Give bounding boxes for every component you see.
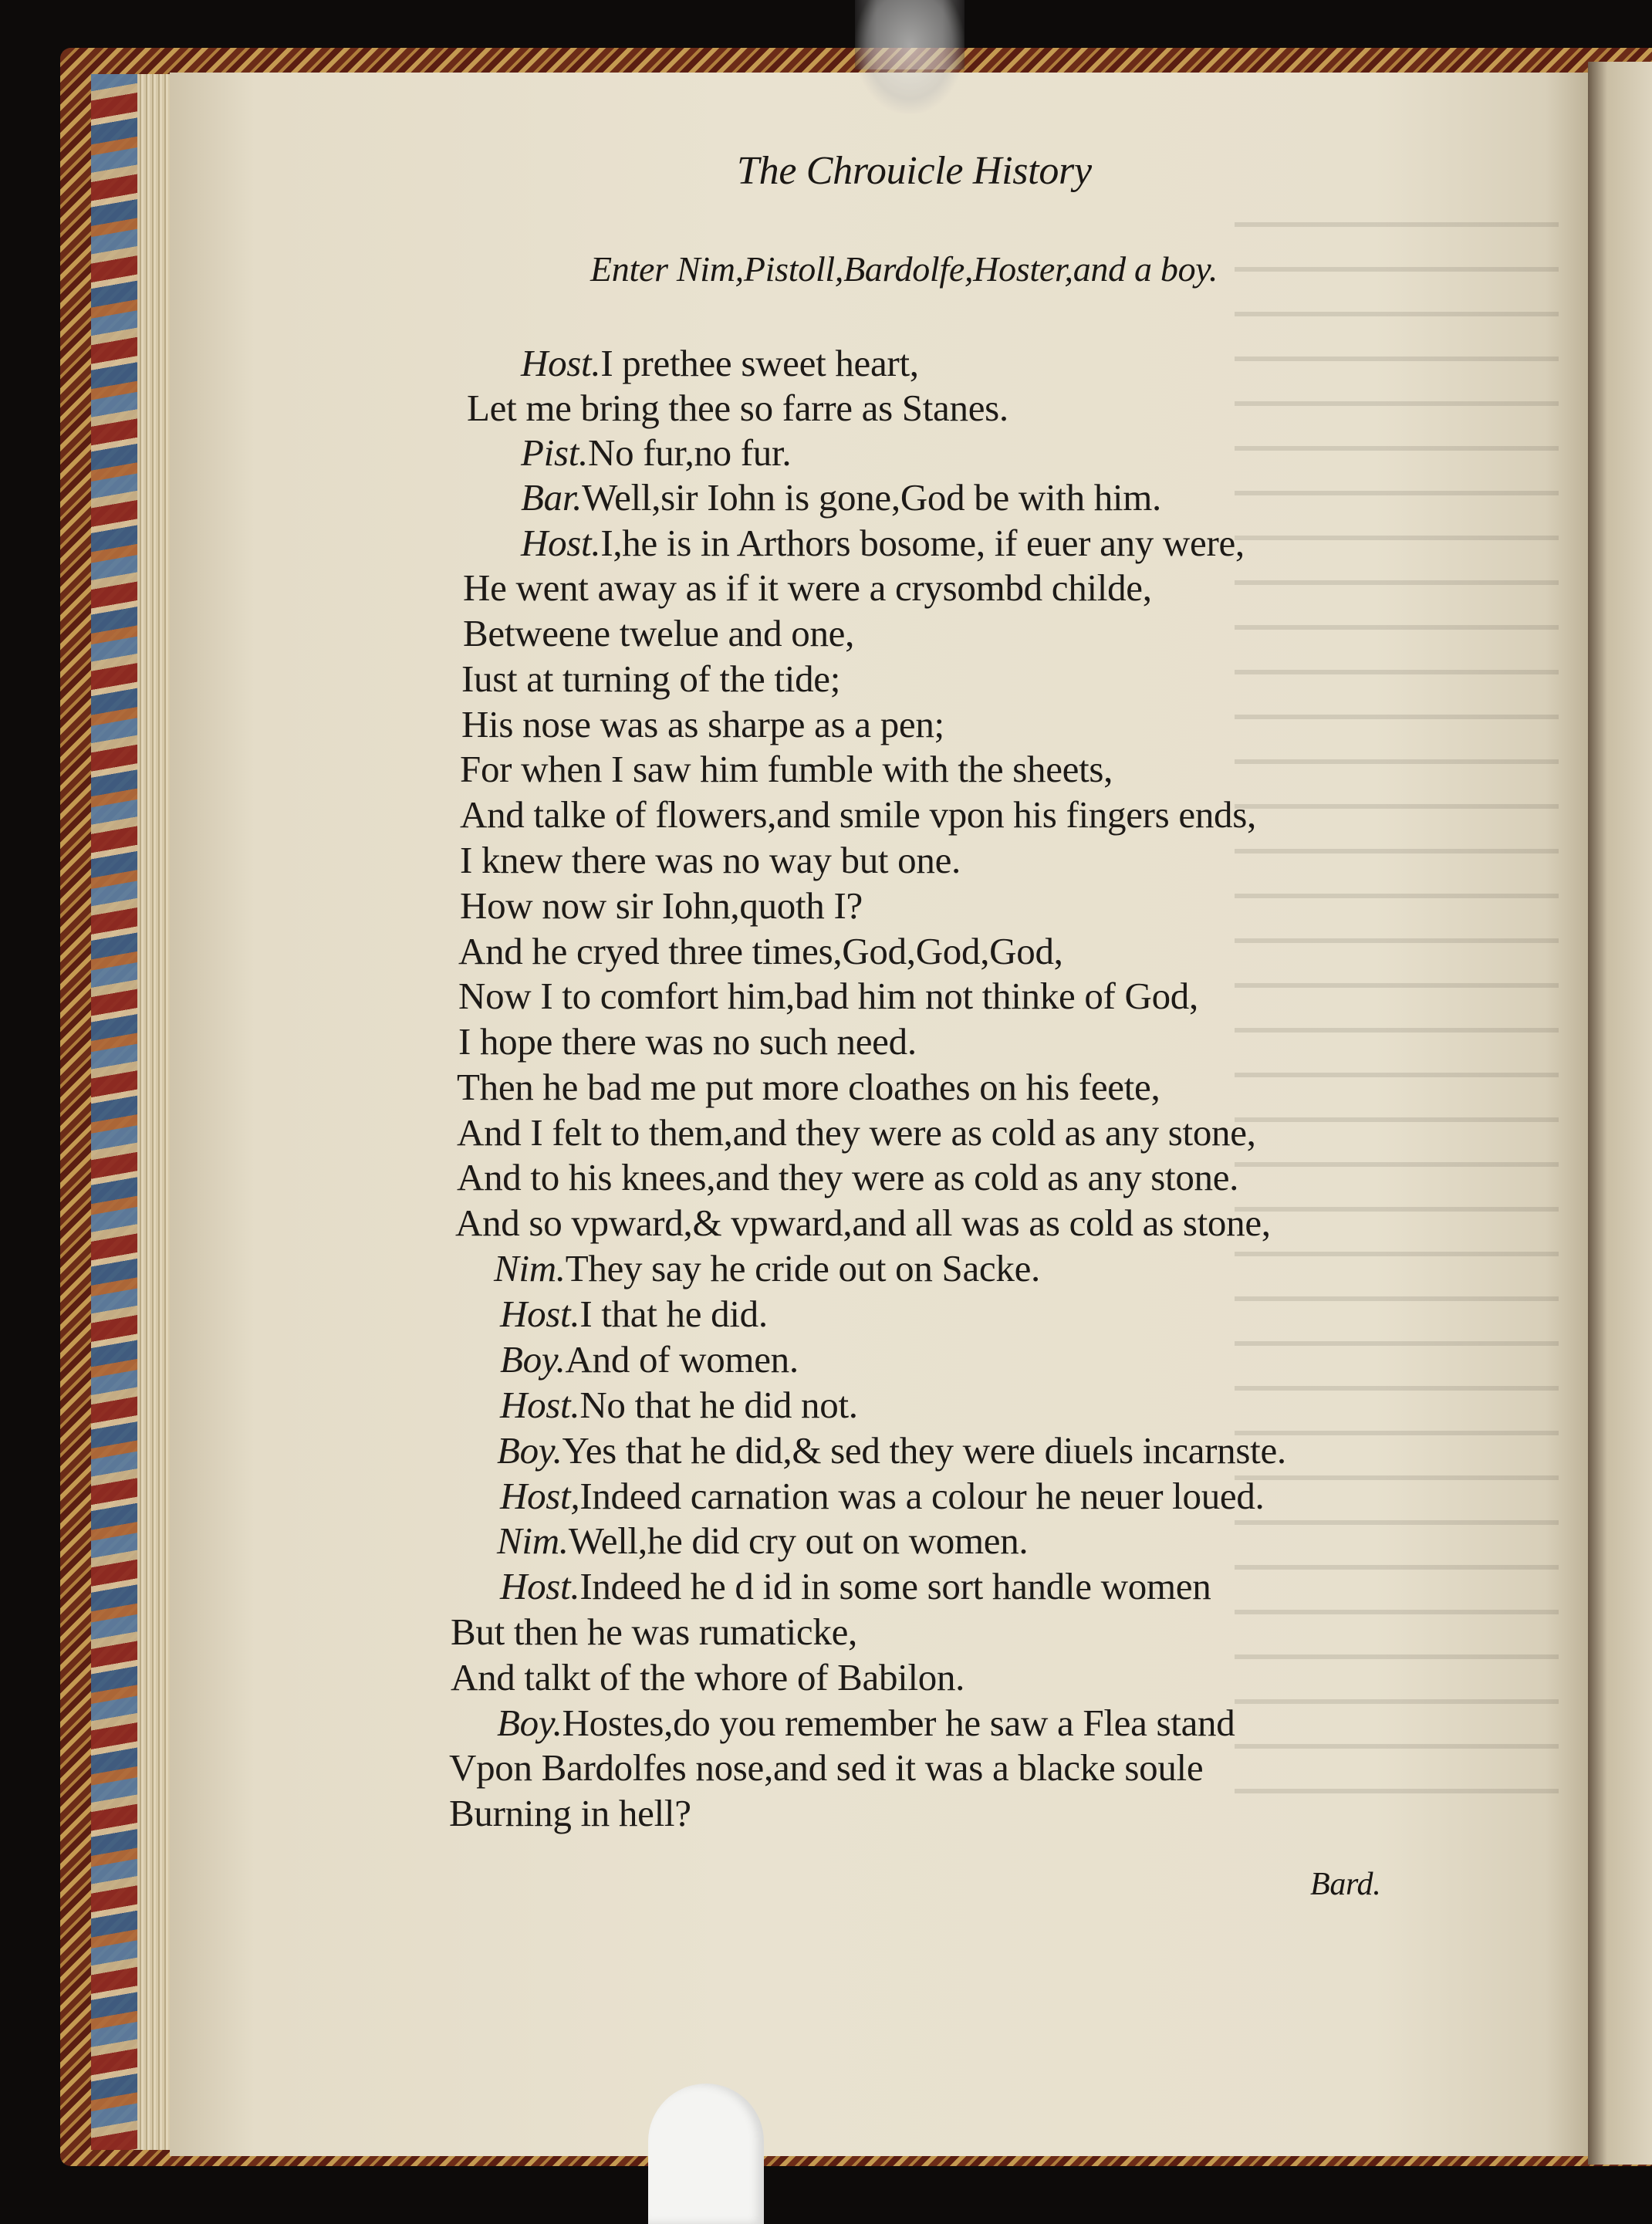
line-text: Indeed he d id in some sort handle women	[579, 1565, 1211, 1607]
line-text: Burning in hell?	[449, 1792, 691, 1834]
speaker-prefix: Boy.	[497, 1429, 562, 1472]
verse-line-26	[500, 1474, 1265, 1518]
line-text: I hope there was no such need.	[458, 1020, 917, 1063]
line-text: Vpon Bardolfes nose,and sed it was a blacke soule	[449, 1746, 1204, 1789]
verse-line-11	[460, 793, 1256, 837]
verse-line-22	[500, 1292, 768, 1336]
line-text: For when I saw him fumble with the sheets,	[460, 748, 1113, 790]
verse-line-18	[457, 1110, 1256, 1154]
verse-line-2	[467, 386, 1008, 430]
verse-line-25	[497, 1428, 1286, 1472]
verse-line-8	[461, 657, 840, 701]
line-text: And to his knees,and they were as cold as any stone.	[457, 1156, 1239, 1198]
verse-line-5	[521, 521, 1245, 565]
line-text: And so vpward,& vpward,and all was as cold as stone,	[455, 1202, 1271, 1244]
verse-line-3	[521, 431, 791, 475]
verse-line-9	[461, 702, 944, 746]
line-text: They say he cride out on Sacke.	[565, 1247, 1040, 1289]
line-text: Well,he did cry out on women.	[568, 1519, 1029, 1562]
speaker-prefix: Host,	[500, 1475, 580, 1517]
line-text: Well,sir Iohn is gone,God be with him.	[582, 476, 1162, 519]
line-text: Yes that he did,& sed they were diuels incarnste.	[562, 1429, 1286, 1472]
line-text: Then he bad me put more cloathes on his feete,	[457, 1066, 1160, 1108]
verse-line-21	[494, 1246, 1040, 1290]
line-text: How now sir Iohn,quoth I?	[460, 884, 863, 927]
line-text: I that he did.	[579, 1293, 768, 1335]
verse-line-7	[463, 611, 854, 655]
verse-line-12	[460, 838, 961, 882]
line-text: No fur,no fur.	[587, 431, 792, 474]
speaker-prefix: Bar.	[521, 476, 583, 519]
line-text: But then he was rumaticke,	[451, 1611, 857, 1653]
verse-line-27	[497, 1519, 1028, 1563]
line-text: He went away as if it were a crysombd childe,	[463, 566, 1152, 609]
verse-line-24	[500, 1383, 858, 1427]
verse-line-30	[451, 1655, 965, 1699]
line-text: Let me bring thee so farre as Stanes.	[467, 387, 1008, 429]
stage-direction: Enter Nim,Pistoll,Bardolfe,Hoster,and a boy.	[590, 249, 1218, 289]
speaker-prefix: Boy.	[497, 1702, 562, 1744]
line-text: Now I to comfort him,bad him not thinke of God,	[458, 975, 1198, 1017]
verse-line-20	[455, 1201, 1271, 1245]
speaker-prefix: Pist.	[521, 431, 588, 474]
verse-line-14	[458, 929, 1063, 973]
line-text: Betweene twelue and one,	[463, 612, 855, 654]
verse-line-29	[451, 1610, 857, 1654]
speaker-prefix: Host.	[521, 342, 601, 384]
line-text: I knew there was no way but one.	[460, 839, 961, 881]
speaker-prefix: Host.	[500, 1293, 580, 1335]
line-text: His nose was as sharpe as a pen;	[461, 703, 944, 745]
line-text: I prethee sweet heart,	[600, 342, 919, 384]
line-text: And he cryed three times,God,God,God,	[458, 930, 1063, 972]
speaker-prefix: Host.	[500, 1565, 580, 1607]
line-text: Hostes,do you remember he saw a Flea stand	[562, 1702, 1235, 1744]
speaker-prefix: Host.	[500, 1384, 580, 1426]
speaker-prefix: Nim.	[494, 1247, 566, 1289]
verse-line-23	[500, 1337, 799, 1381]
line-text: And talkt of the whore of Babilon.	[451, 1656, 965, 1698]
speaker-prefix: Boy.	[500, 1338, 566, 1381]
verse-line-15	[458, 974, 1198, 1018]
verse-line-13	[460, 884, 863, 928]
line-text: And of women.	[565, 1338, 799, 1381]
running-head: The Chrouicle History	[737, 149, 1092, 193]
line-text: And talke of flowers,and smile vpon his fingers ends,	[460, 793, 1256, 836]
speaker-prefix: Host.	[521, 522, 601, 564]
line-text: I,he is in Arthors bosome, if euer any were,	[600, 522, 1245, 564]
catchword: Bard.	[1310, 1867, 1381, 1902]
verse-line-4	[521, 475, 1161, 519]
verse-line-28	[500, 1564, 1211, 1608]
verse-line-32	[449, 1746, 1203, 1790]
verse-line-10	[460, 747, 1113, 791]
verse-line-16	[458, 1019, 917, 1063]
speaker-prefix: Nim.	[497, 1519, 569, 1562]
line-text: Iust at turning of the tide;	[461, 657, 841, 700]
verse-line-31	[497, 1701, 1235, 1745]
verse-line-1	[521, 341, 919, 385]
verse-line-33	[449, 1791, 691, 1835]
line-text: No that he did not.	[579, 1384, 858, 1426]
verse-line-6	[463, 566, 1152, 610]
line-text: And I felt to them,and they were as cold as any stone,	[457, 1111, 1256, 1154]
verse-line-19	[457, 1155, 1238, 1199]
line-text: Indeed carnation was a colour he neuer loued.	[579, 1475, 1265, 1517]
verse-line-17	[457, 1065, 1160, 1109]
